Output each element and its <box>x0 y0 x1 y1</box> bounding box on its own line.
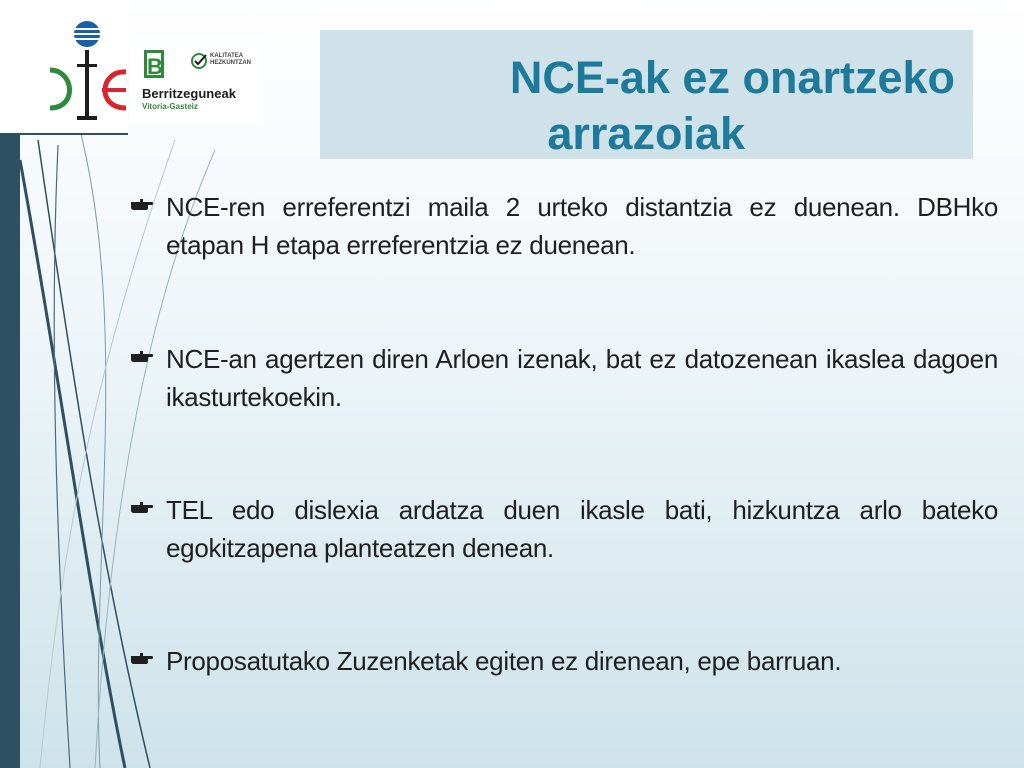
list-item <box>130 491 998 567</box>
berritzeguneak-b-icon: B <box>144 50 164 78</box>
page-title-line2: arrazoiak <box>547 108 745 159</box>
dhe-logo-icon <box>44 20 130 124</box>
page-title <box>320 50 955 162</box>
bullet-text: NCE-an agertzen diren Arloen izenak, bat ez datozenean ikaslea dagoen ikasturtekoekin. <box>166 344 998 412</box>
pointing-hand-icon <box>130 198 154 212</box>
page-title-line1: NCE-ak ez onartzeko <box>509 52 955 103</box>
berritzeguneak-name: Berritzeguneak <box>142 86 236 101</box>
bullet-text: Proposatutako Zuzenketak egiten ez direnean, epe barruan. <box>166 646 842 676</box>
dhe-logo-panel <box>0 0 128 135</box>
bullet-text: TEL edo dislexia ardatza duen ikasle bati, hizkuntza arlo bateko egokitzapena planteatzen denean. <box>166 495 998 563</box>
list-item <box>130 188 998 264</box>
bullet-text: NCE-ren erreferentzi maila 2 urteko distantzia ez duenean. DBHko etapan H etapa erreferentzia ez duenean. <box>166 192 998 260</box>
berritzeguneak-logo <box>130 38 264 124</box>
pointing-hand-icon <box>130 652 154 666</box>
berritzeguneak-city: Vitoria-Gasteiz <box>142 102 198 111</box>
pointing-hand-icon <box>130 501 154 515</box>
kalitatea-check-icon <box>190 52 208 70</box>
pointing-hand-icon <box>130 350 154 364</box>
title-box <box>320 30 973 159</box>
list-item <box>130 340 998 416</box>
kalitatea-logo-text: KALITATEA HEZKUNTZAN <box>210 53 251 66</box>
list-item <box>130 642 998 680</box>
